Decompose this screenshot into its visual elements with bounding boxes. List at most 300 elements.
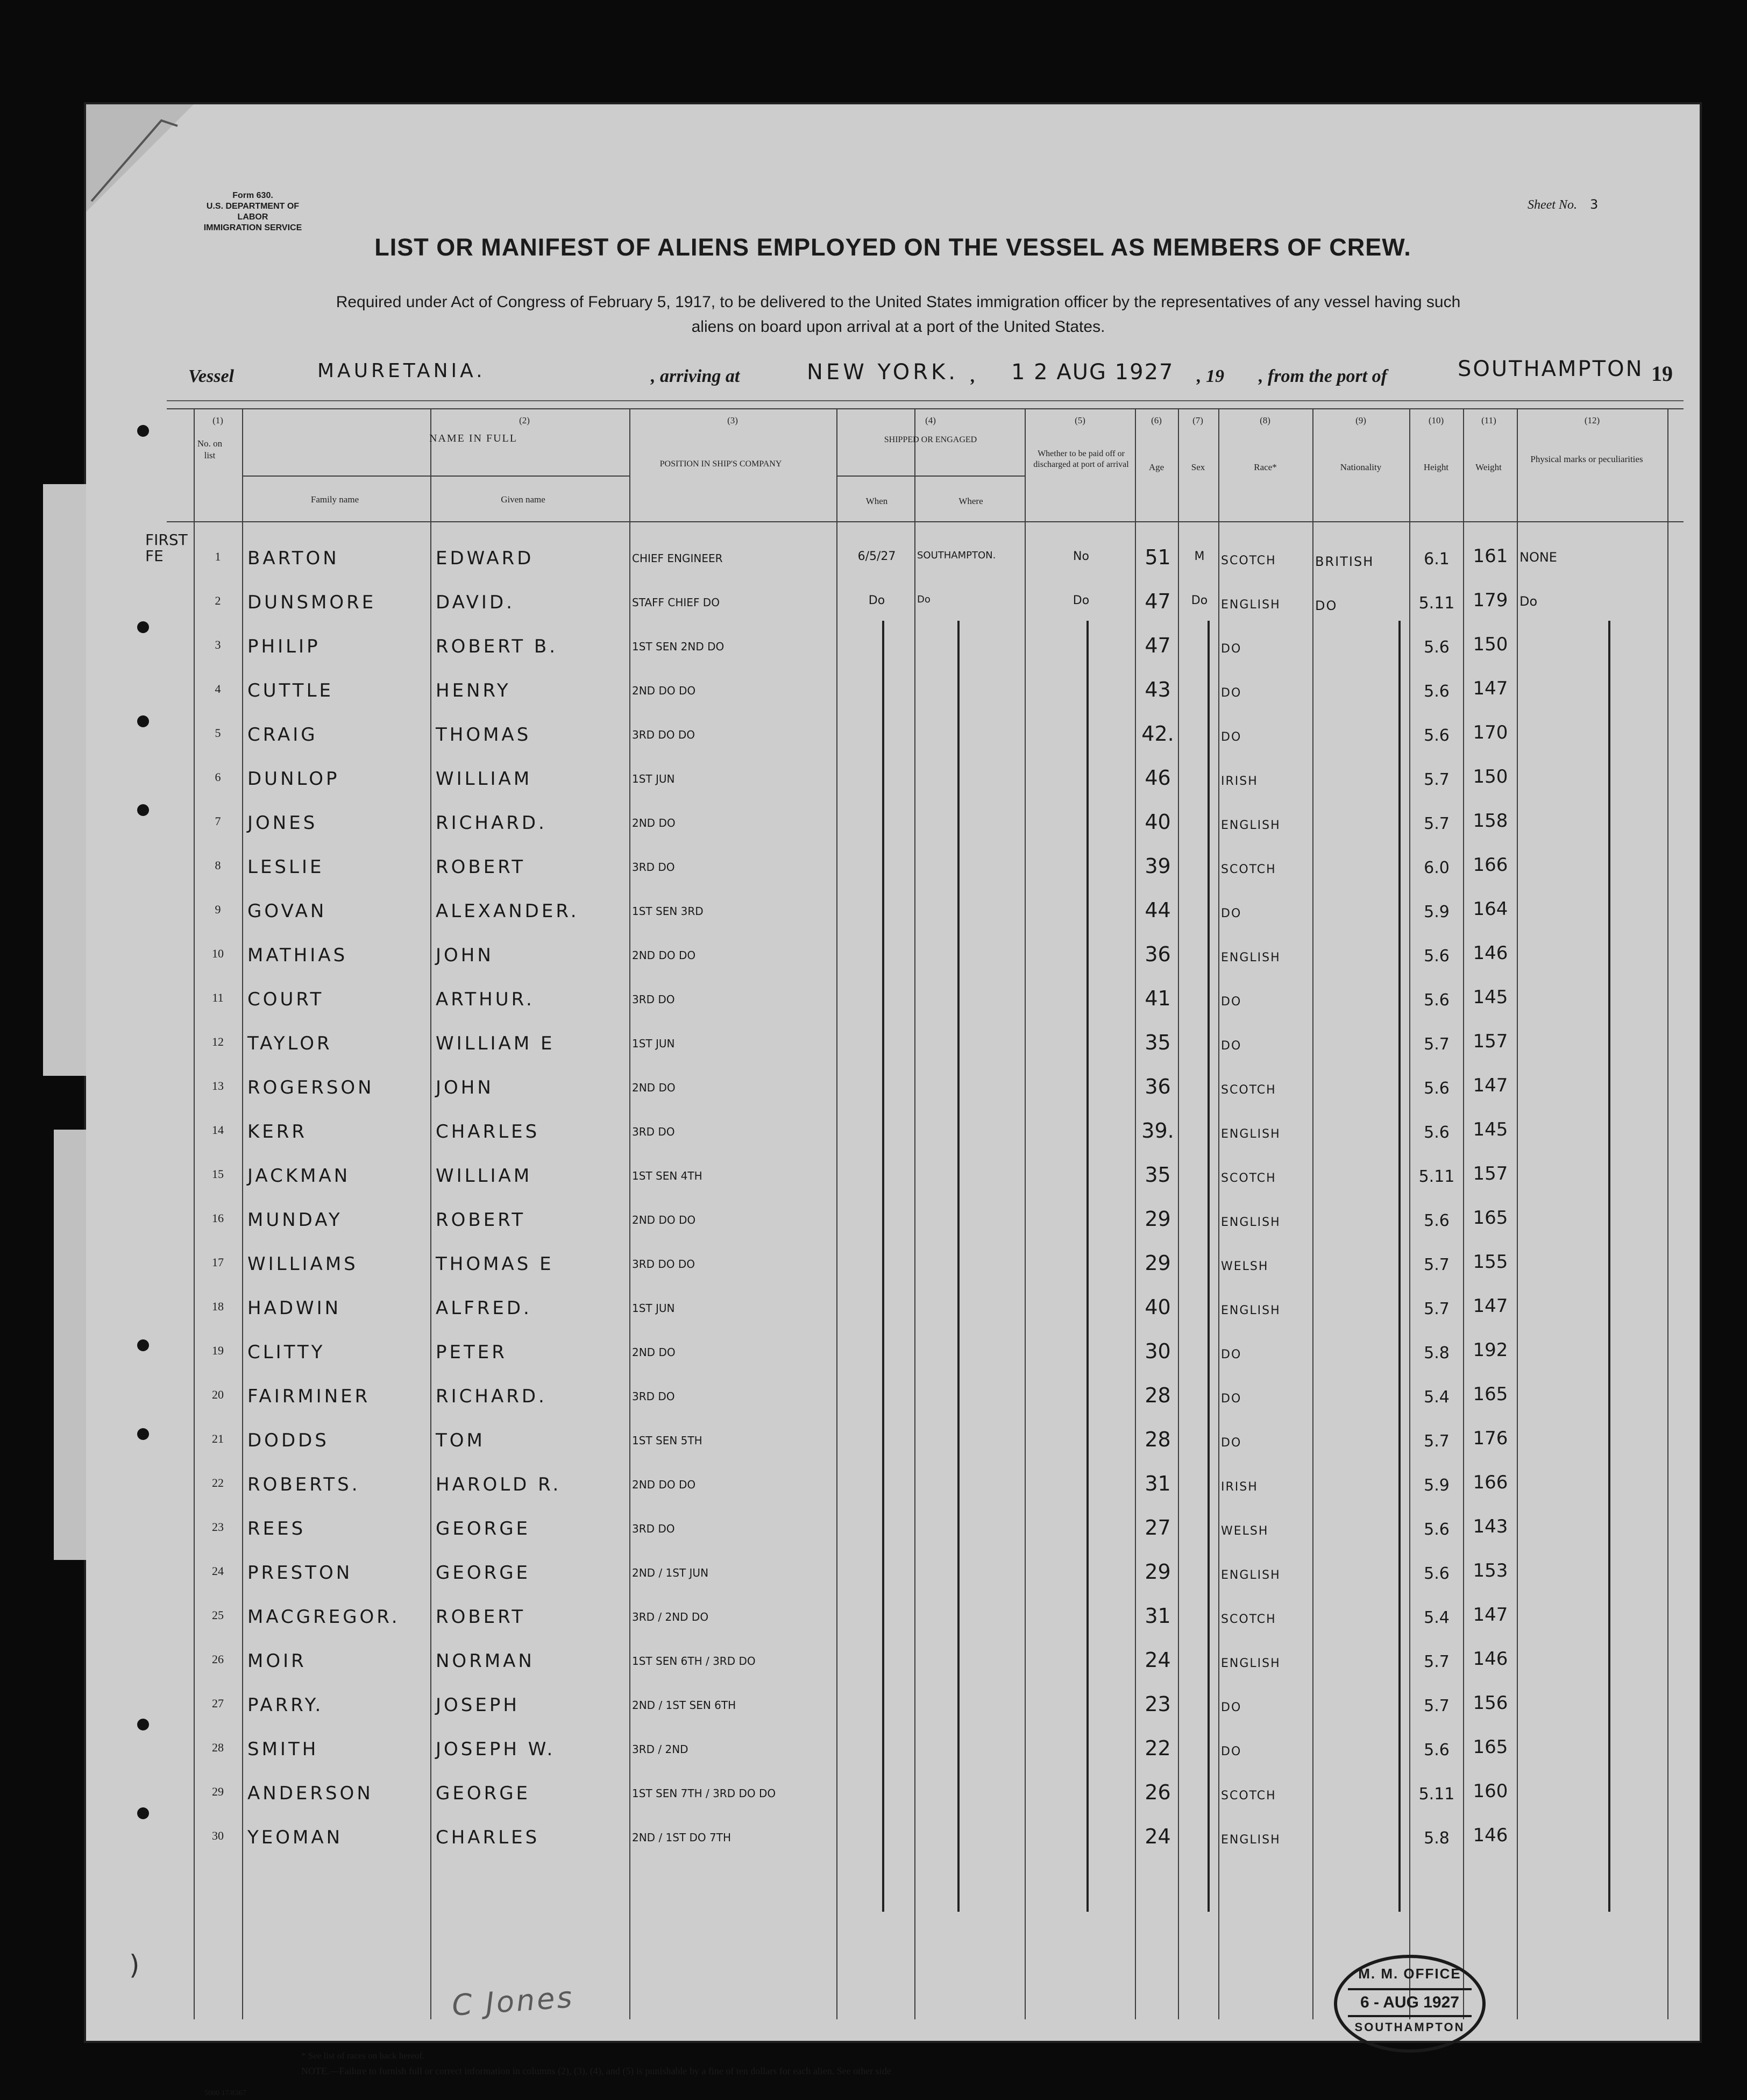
punch-hole — [137, 425, 149, 437]
comma-separator: , — [971, 366, 976, 386]
voyage-underline — [167, 400, 1684, 401]
height: 5.7 — [1424, 770, 1450, 789]
physical-marks: NONE — [1519, 550, 1557, 565]
height: 5.11 — [1418, 1167, 1455, 1186]
given-name: RICHARD. — [436, 1386, 547, 1407]
col-height-header: Height — [1423, 462, 1449, 472]
column-number: (12) — [1584, 415, 1600, 425]
col-race-header: Race* — [1254, 462, 1277, 472]
column-number: (5) — [1075, 415, 1085, 425]
family-name: YEOMAN — [247, 1827, 343, 1848]
col-weight-header: Weight — [1475, 462, 1502, 472]
race: DO — [1221, 1701, 1242, 1714]
stamp-rule-2 — [1348, 2015, 1472, 2017]
family-name: JACKMAN — [247, 1165, 351, 1187]
weight: 160 — [1473, 1780, 1508, 1802]
weight: 164 — [1473, 898, 1508, 920]
row-number: 9 — [215, 903, 221, 916]
given-name: THOMAS E — [436, 1253, 554, 1275]
race: DO — [1221, 1348, 1242, 1361]
position: STAFF CHIEF DO — [632, 596, 720, 609]
weight: 156 — [1473, 1692, 1508, 1714]
row-number: 5 — [215, 726, 221, 740]
race: SCOTCH — [1221, 554, 1276, 567]
family-name: SMITH — [247, 1739, 319, 1760]
table-row — [86, 540, 1700, 584]
nationality: BRITISH — [1315, 554, 1374, 569]
table-row — [86, 1731, 1700, 1775]
height: 5.6 — [1424, 1123, 1450, 1142]
age: 23 — [1145, 1692, 1171, 1716]
given-name: ROBERT — [436, 856, 526, 878]
table-row — [86, 1202, 1700, 1246]
table-row — [86, 1819, 1700, 1863]
family-name: ANDERSON — [247, 1783, 373, 1804]
paid-off: No — [1073, 550, 1089, 563]
col-family-header: Family name — [310, 494, 359, 505]
age: 22 — [1145, 1736, 1171, 1760]
height: 5.6 — [1424, 1079, 1450, 1098]
height: 5.6 — [1424, 1211, 1450, 1230]
family-name: FAIRMINER — [247, 1386, 371, 1407]
department-label: U.S. DEPARTMENT OF LABOR — [206, 202, 300, 222]
footnote-races: * See list of races on back hereof. — [301, 2051, 425, 2061]
height: 6.1 — [1424, 550, 1450, 569]
height: 5.6 — [1424, 682, 1450, 701]
height: 5.7 — [1424, 1697, 1450, 1715]
given-name: DAVID. — [436, 592, 515, 613]
column-number: (4) — [925, 415, 936, 425]
row-number: 7 — [215, 814, 221, 828]
ditto-line-sex — [1208, 621, 1210, 1912]
header-top-rule — [167, 408, 1684, 409]
position: 2ND DO — [632, 817, 676, 829]
row-number: 22 — [212, 1476, 224, 1489]
given-name: GEORGE — [436, 1783, 531, 1804]
age: 27 — [1145, 1516, 1171, 1539]
race: DO — [1221, 1392, 1242, 1406]
race: SCOTCH — [1221, 1789, 1276, 1803]
ditto-line-paidoff — [1086, 621, 1089, 1912]
given-name: EDWARD — [436, 548, 534, 569]
row-number: 30 — [212, 1829, 224, 1842]
weight: 165 — [1473, 1384, 1508, 1405]
margin-mark: ) — [129, 1949, 140, 1981]
table-row — [86, 1113, 1700, 1158]
weight: 150 — [1473, 634, 1508, 655]
age: 35 — [1145, 1031, 1171, 1054]
given-name: WILLIAM — [436, 768, 532, 790]
shipped-subheader-rule — [836, 476, 1025, 477]
print-code: 5000 17/8367 — [204, 2089, 246, 2097]
shipped-where: Do — [917, 594, 931, 605]
position: CHIEF ENGINEER — [632, 552, 723, 565]
position: 2ND DO — [632, 1081, 676, 1094]
family-name: MATHIAS — [247, 945, 348, 966]
race: DO — [1221, 1039, 1242, 1053]
stamp-date: 6 - AUG 1927 — [1360, 1993, 1459, 2011]
row-number: 28 — [212, 1741, 224, 1754]
weight: 157 — [1473, 1031, 1508, 1052]
row-number: 8 — [215, 859, 221, 872]
family-name: CRAIG — [247, 724, 318, 746]
given-name: GEORGE — [436, 1562, 531, 1584]
age: 40 — [1145, 1295, 1171, 1319]
punch-hole — [137, 804, 149, 816]
weight: 147 — [1473, 1604, 1508, 1626]
position: 3RD DO — [632, 1522, 675, 1535]
paid-off: Do — [1073, 594, 1090, 607]
ditto-line-marks — [1608, 621, 1610, 1912]
header-bottom-rule — [167, 521, 1684, 522]
weight: 153 — [1473, 1560, 1508, 1581]
column-number: (9) — [1355, 415, 1366, 425]
race: ENGLISH — [1221, 819, 1281, 832]
year-label: , 19 — [1197, 366, 1224, 386]
height: 5.6 — [1424, 726, 1450, 745]
row-number: 18 — [212, 1300, 224, 1313]
row-number: 14 — [212, 1123, 224, 1137]
race: ENGLISH — [1221, 1657, 1281, 1670]
document-subtitle — [183, 290, 1614, 339]
race: SCOTCH — [1221, 863, 1276, 876]
given-name: THOMAS — [436, 724, 531, 746]
age: 44 — [1145, 898, 1171, 922]
given-name: CHARLES — [436, 1121, 540, 1143]
row-number: 13 — [212, 1079, 224, 1092]
row-number: 15 — [212, 1167, 224, 1181]
sheet-number-block — [1528, 197, 1598, 212]
age: 40 — [1145, 810, 1171, 834]
height: 5.8 — [1424, 1344, 1450, 1363]
position: 3RD DO — [632, 1125, 675, 1138]
race: ENGLISH — [1221, 1569, 1281, 1582]
row-number: 17 — [212, 1255, 224, 1269]
table-row — [86, 1158, 1700, 1202]
family-name: REES — [247, 1518, 306, 1539]
given-name: CHARLES — [436, 1827, 540, 1848]
height: 5.8 — [1424, 1829, 1450, 1848]
row-number: 6 — [215, 770, 221, 784]
age: 29 — [1145, 1207, 1171, 1231]
race: DO — [1221, 642, 1242, 656]
col-age-header: Age — [1148, 462, 1164, 472]
sex: M — [1194, 550, 1205, 563]
race: ENGLISH — [1221, 951, 1281, 964]
torn-edge — [43, 484, 86, 1076]
row-number: 1 — [215, 550, 221, 563]
given-name: JOHN — [436, 945, 494, 966]
row-number: 21 — [212, 1432, 224, 1445]
table-row — [86, 805, 1700, 849]
family-name: COURT — [247, 989, 324, 1010]
height: 5.6 — [1424, 638, 1450, 657]
weight: 147 — [1473, 678, 1508, 699]
age: 29 — [1145, 1560, 1171, 1584]
family-name: DUNLOP — [247, 768, 340, 790]
weight: 161 — [1473, 545, 1508, 567]
height: 5.6 — [1424, 1741, 1450, 1760]
family-name: WILLIAMS — [247, 1253, 358, 1275]
family-name: GOVAN — [247, 900, 327, 922]
col-where-header: Where — [958, 496, 983, 506]
given-name: NORMAN — [436, 1650, 535, 1672]
ditto-line-where — [957, 621, 960, 1912]
row-number: 20 — [212, 1388, 224, 1401]
position: 3RD / 2ND DO — [632, 1611, 709, 1623]
family-name: LESLIE — [247, 856, 324, 878]
age: 31 — [1145, 1604, 1171, 1628]
voyage-line — [188, 357, 1684, 398]
race: WELSH — [1221, 1524, 1269, 1538]
shipped-where: SOUTHAMPTON. — [917, 550, 996, 561]
ditto-line-nationality — [1398, 621, 1401, 1912]
stamp-top-text: M. M. OFFICE — [1358, 1966, 1461, 1982]
family-name: ROBERTS. — [247, 1474, 360, 1495]
age: 31 — [1145, 1472, 1171, 1495]
table-row — [86, 849, 1700, 893]
age: 35 — [1145, 1163, 1171, 1187]
given-name: ROBERT — [436, 1209, 526, 1231]
weight: 147 — [1473, 1075, 1508, 1096]
row-number: 27 — [212, 1697, 224, 1710]
height: 5.7 — [1424, 1300, 1450, 1318]
stamp-bottom-text: SOUTHAMPTON — [1354, 2020, 1465, 2034]
race: DO — [1221, 686, 1242, 700]
age: 42. — [1141, 722, 1174, 746]
col-position-header: POSITION IN SHIP'S COMPANY — [659, 459, 782, 469]
weight: 143 — [1473, 1516, 1508, 1537]
col-marks-header: Physical marks or peculiarities — [1530, 454, 1643, 464]
weight: 165 — [1473, 1207, 1508, 1229]
col-paidoff-header: Whether to be paid off or discharged at port of arrival — [1033, 449, 1129, 469]
race: DO — [1221, 907, 1242, 920]
weight: 166 — [1473, 854, 1508, 876]
position: 2ND DO DO — [632, 684, 696, 697]
given-name: WILLIAM — [436, 1165, 532, 1187]
age: 36 — [1145, 942, 1171, 966]
family-name: HADWIN — [247, 1297, 342, 1319]
row-number: 4 — [215, 682, 221, 696]
family-name: MACGREGOR. — [247, 1606, 400, 1628]
service-label: IMMIGRATION SERVICE — [203, 223, 302, 232]
height: 5.11 — [1418, 1785, 1455, 1804]
shipped-when: 6/5/27 — [857, 550, 896, 563]
row-number: 16 — [212, 1211, 224, 1225]
race: DO — [1221, 1436, 1242, 1450]
given-name: ALEXANDER. — [436, 900, 579, 922]
family-name: CUTTLE — [247, 680, 333, 701]
position: 1ST SEN 4TH — [632, 1169, 702, 1182]
height: 5.6 — [1424, 1520, 1450, 1539]
age: 28 — [1145, 1428, 1171, 1451]
document-title: LIST OR MANIFEST OF ALIENS EMPLOYED ON THE VESSEL AS MEMBERS OF CREW. — [374, 233, 1411, 261]
family-name: CLITTY — [247, 1342, 325, 1363]
family-name: TAYLOR — [247, 1033, 332, 1054]
height: 5.6 — [1424, 947, 1450, 966]
col-nationality-header: Nationality — [1340, 462, 1382, 472]
weight: 170 — [1473, 722, 1508, 743]
position: 1ST JUN — [632, 772, 675, 785]
position: 1ST SEN 5TH — [632, 1434, 702, 1447]
row-number: 29 — [212, 1785, 224, 1798]
given-name: ARTHUR. — [436, 989, 535, 1010]
column-number: (6) — [1151, 415, 1162, 425]
age: 41 — [1145, 987, 1171, 1010]
nationality: DO — [1315, 598, 1338, 613]
height: 5.7 — [1424, 1035, 1450, 1054]
given-name: HENRY — [436, 680, 511, 701]
position: 2ND DO — [632, 1346, 676, 1359]
table-row — [86, 1555, 1700, 1599]
weight: 150 — [1473, 766, 1508, 788]
family-name: MUNDAY — [247, 1209, 343, 1231]
margin-note: FIRST FE — [145, 531, 188, 565]
race: DO — [1221, 1745, 1242, 1758]
punch-hole — [137, 715, 149, 727]
stamp-rule — [1348, 1988, 1472, 1990]
column-number: (7) — [1192, 415, 1203, 425]
race: SCOTCH — [1221, 1613, 1276, 1626]
given-name: JOSEPH — [436, 1694, 520, 1716]
table-row — [86, 761, 1700, 805]
year-suffix: 19 — [1651, 361, 1673, 386]
column-number: (8) — [1260, 415, 1270, 425]
weight: 146 — [1473, 1825, 1508, 1846]
given-name: JOSEPH W. — [436, 1739, 556, 1760]
arrival-port: NEW YORK. — [807, 360, 958, 385]
given-name: ALFRED. — [436, 1297, 532, 1319]
column-number: (1) — [212, 415, 223, 425]
punch-hole — [137, 1428, 149, 1440]
row-number: 19 — [212, 1344, 224, 1357]
arrival-date: 1 2 AUG 1927 — [1011, 360, 1174, 385]
height: 5.9 — [1424, 903, 1450, 921]
age: 36 — [1145, 1075, 1171, 1098]
age: 24 — [1145, 1648, 1171, 1672]
height: 5.6 — [1424, 991, 1450, 1010]
position: 3RD / 2ND — [632, 1743, 688, 1756]
race: ENGLISH — [1221, 1127, 1281, 1141]
age: 47 — [1145, 634, 1171, 657]
position: 2ND DO DO — [632, 1214, 696, 1226]
sheet-label: Sheet No. — [1528, 198, 1577, 212]
vessel-label: Vessel — [188, 366, 234, 386]
row-number: 3 — [215, 638, 221, 651]
position: 1ST SEN 3RD — [632, 905, 704, 918]
table-row — [86, 1246, 1700, 1290]
age: 43 — [1145, 678, 1171, 701]
subtitle-line-2: aliens on board upon arrival at a port of the United States. — [691, 318, 1105, 336]
race: SCOTCH — [1221, 1172, 1276, 1185]
family-name: ROGERSON — [247, 1077, 374, 1098]
age: 47 — [1145, 590, 1171, 613]
weight: 155 — [1473, 1251, 1508, 1273]
race: SCOTCH — [1221, 1083, 1276, 1097]
given-name: ROBERT B. — [436, 636, 558, 657]
col-shipped-header: SHIPPED OR ENGAGED — [884, 435, 977, 444]
table-row — [86, 1025, 1700, 1069]
table-row — [86, 1466, 1700, 1510]
weight: 179 — [1473, 590, 1508, 611]
punch-hole — [137, 1719, 149, 1730]
weight: 146 — [1473, 1648, 1508, 1670]
age: 46 — [1145, 766, 1171, 790]
footnote-penalty: NOTE.—Failure to furnish full or correct information in columns (2), (3), (4), and (5) is punishable by a fine of ten dollars for each alien. See other side — [301, 2066, 891, 2076]
given-name: PETER — [436, 1342, 507, 1363]
punch-hole — [137, 621, 149, 633]
table-row — [86, 893, 1700, 937]
family-name: PARRY. — [247, 1694, 324, 1716]
height: 5.4 — [1424, 1608, 1450, 1627]
col-given-header: Given name — [501, 494, 545, 505]
col-sex-header: Sex — [1191, 462, 1205, 472]
table-row — [86, 1422, 1700, 1466]
position: 1ST JUN — [632, 1302, 675, 1315]
position: 2ND / 1ST DO 7TH — [632, 1831, 732, 1844]
table-row — [86, 937, 1700, 981]
given-name: WILLIAM E — [436, 1033, 555, 1054]
age: 51 — [1145, 545, 1171, 569]
row-number: 12 — [212, 1035, 224, 1048]
column-number: (2) — [519, 415, 530, 425]
table-row — [86, 584, 1700, 628]
family-name: PHILIP — [247, 636, 321, 657]
punch-hole — [137, 1807, 149, 1819]
table-row — [86, 628, 1700, 672]
given-name: ROBERT — [436, 1606, 526, 1628]
table-row — [86, 1378, 1700, 1422]
punch-hole — [137, 1339, 149, 1351]
height: 5.7 — [1424, 1652, 1450, 1671]
from-port-label: , from the port of — [1259, 366, 1387, 386]
col-when-header: When — [865, 496, 888, 506]
height: 5.7 — [1424, 1255, 1450, 1274]
height: 6.0 — [1424, 859, 1450, 877]
col-name-header: NAME IN FULL — [429, 432, 517, 444]
age: 39. — [1141, 1119, 1174, 1143]
given-name: TOM — [436, 1430, 485, 1451]
height: 5.7 — [1424, 814, 1450, 833]
form-number: Form 630. — [232, 191, 273, 200]
officer-signature: C Jones — [451, 1980, 576, 2023]
height: 5.11 — [1418, 594, 1455, 613]
family-name: JONES — [247, 812, 318, 834]
height: 5.9 — [1424, 1476, 1450, 1495]
row-number: 25 — [212, 1608, 224, 1622]
position: 2ND / 1ST SEN 6TH — [632, 1699, 736, 1712]
position: 3RD DO — [632, 1390, 675, 1403]
age: 28 — [1145, 1384, 1171, 1407]
sex: Do — [1191, 594, 1208, 607]
weight: 145 — [1473, 1119, 1508, 1140]
weight: 146 — [1473, 942, 1508, 964]
ditto-line-when — [882, 621, 884, 1912]
race: ENGLISH — [1221, 598, 1281, 612]
weight: 158 — [1473, 810, 1508, 832]
row-number: 24 — [212, 1564, 224, 1578]
given-name: RICHARD. — [436, 812, 547, 834]
shipped-when: Do — [868, 594, 885, 607]
race: IRISH — [1221, 775, 1258, 788]
given-name: JOHN — [436, 1077, 494, 1098]
height: 5.7 — [1424, 1432, 1450, 1451]
race: ENGLISH — [1221, 1304, 1281, 1317]
weight: 192 — [1473, 1339, 1508, 1361]
table-row — [86, 1510, 1700, 1555]
row-number: 23 — [212, 1520, 224, 1534]
position: 3RD DO DO — [632, 1258, 695, 1271]
